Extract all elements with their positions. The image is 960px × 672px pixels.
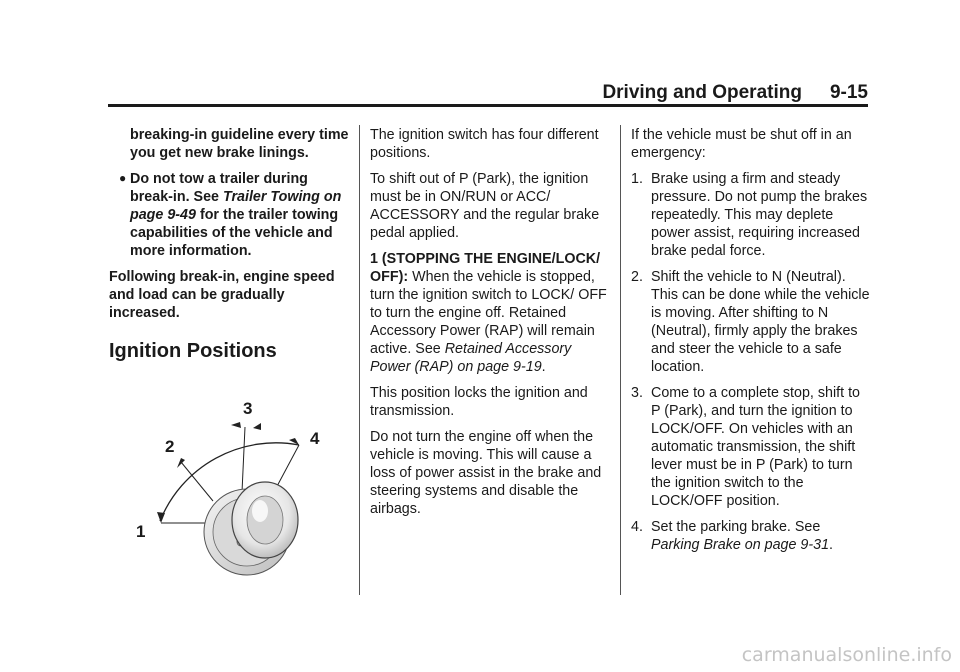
figure-label-1: 1: [136, 522, 146, 541]
list-number: 2.: [631, 269, 643, 285]
bullet-text-end: for the trailer towing capabilities of the vehicle and more information.: [130, 207, 339, 259]
link-rap[interactable]: Retained Accessory Power (RAP) on page 9-19: [370, 341, 572, 375]
bullet-trailer: [109, 170, 349, 260]
list-text-end: .: [829, 537, 834, 553]
column-1: [109, 126, 349, 360]
page-header: [108, 78, 868, 104]
arrow-3-icon: [231, 422, 241, 428]
ignition-positions-figure: [109, 392, 339, 592]
column-divider-1: [359, 125, 360, 595]
arrow-2-icon: [177, 458, 185, 468]
figure-label-4: 4: [310, 429, 320, 448]
list-text: Set the parking brake. See: [651, 519, 821, 535]
column-3: [631, 126, 871, 562]
list-number: 3.: [631, 385, 643, 401]
page-number: 9-15: [829, 82, 868, 103]
continued-bullet: breaking-in guideline every time you get new brake linings.: [130, 127, 349, 161]
paragraph-shift: To shift out of P (Park), the ignition must be in ON/RUN or ACC/ ACCESSORY and the regular brake pedal applied.: [370, 171, 600, 241]
bullet-dot: ●: [119, 171, 127, 185]
list-item: [631, 384, 871, 510]
figure-label-3: 3: [243, 399, 253, 418]
line-position-3: [242, 427, 245, 492]
figure-label-2: 2: [165, 437, 175, 456]
emergency-intro: If the vehicle must be shut off in an emergency:: [631, 127, 852, 161]
list-text: Brake using a firm and steady pressure. Do not pump the brakes repeatedly. This may deplete power assist, requiring increased brake pedal force.: [651, 171, 868, 259]
arrow-3b-icon: [253, 423, 261, 430]
stopping-end: .: [541, 359, 546, 375]
section-heading: Ignition Positions: [109, 340, 277, 362]
list-number: 4.: [631, 519, 643, 535]
stopping-text: When the vehicle is stopped, turn the ignition switch to LOCK/ OFF to turn the engine off. Retained Accessory Power (RAP) will remain active. See: [370, 269, 607, 357]
section-title-header: Driving and Operating: [602, 82, 802, 103]
list-item: [631, 518, 871, 554]
paragraph-stopping: [370, 250, 610, 376]
list-text: Come to a complete stop, shift to P (Park), and turn the ignition to LOCK/OFF. On vehicles with an automatic transmission, the shift lever must be in P (Park) to turn the ignition switch to the LOCK/OFF position.: [651, 385, 860, 509]
list-number: 1.: [631, 171, 643, 187]
watermark: carmanualsonline.info: [741, 644, 952, 666]
knob-highlight: [252, 500, 268, 522]
link-parking-brake[interactable]: Parking Brake on page 9-31: [651, 537, 830, 553]
break-in-paragraph: Following break-in, engine speed and load can be gradually increased.: [109, 269, 335, 321]
column-divider-2: [620, 125, 621, 595]
stopping-label: 1 (STOPPING THE ENGINE/LOCK/ OFF):: [370, 251, 601, 285]
list-item: [631, 170, 871, 260]
line-position-4: [275, 445, 299, 490]
column-2: [370, 126, 610, 526]
arrow-1-icon: [157, 512, 165, 523]
bullet-text: Do not tow a trailer during break-in. See: [130, 171, 308, 205]
list-text: Shift the vehicle to N (Neutral). This can be done while the vehicle is moving. After shifting to N (Neutral), firmly apply the brakes and steer the vehicle to a safe location.: [651, 269, 870, 375]
link-trailer-towing[interactable]: Trailer Towing on page 9-49: [130, 189, 342, 223]
list-item: [631, 268, 871, 376]
paragraph-warning: Do not turn the engine off when the vehicle is moving. This will cause a loss of power assist in the brake and steering systems and disable the airbags.: [370, 429, 602, 517]
header-rule: [108, 104, 868, 107]
paragraph-positions: The ignition switch has four different positions.: [370, 127, 599, 161]
paragraph-locks: This position locks the ignition and transmission.: [370, 385, 588, 419]
